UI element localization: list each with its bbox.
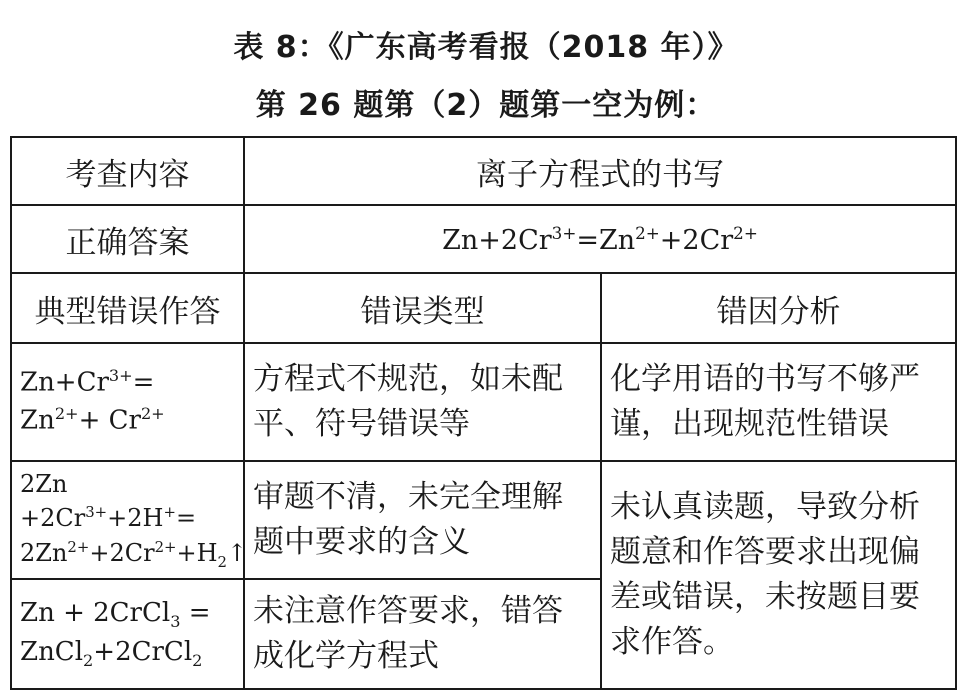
header-error-type: 错误类型: [244, 273, 601, 343]
error-analysis-text: 未认真读题，导致分析题意和作答要求出现偏差或错误，未按题目要求作答。: [601, 461, 956, 689]
error-type-text: 审题不清，未完全理解题中要求的含义: [244, 461, 601, 579]
table-header-row: [11, 273, 956, 343]
label-correct-answer: 正确答案: [11, 205, 244, 273]
value-content: 离子方程式的书写: [244, 137, 956, 205]
analysis-table: [10, 136, 957, 690]
wrong-answer-formula: Zn + 2CrCl$_3$ = ZnCl$_2$+2CrCl$_2$: [11, 579, 244, 689]
table-caption-line2: 第 26 题第（2）题第一空为例：: [255, 88, 717, 123]
label-content: 考查内容: [11, 137, 244, 205]
correct-answer-formula: $Zn+2Cr^{3+}=Zn^{2+}+2Cr^{2+}$: [244, 205, 956, 273]
table-row: [11, 461, 956, 579]
header-typical-answer: 典型错误作答: [11, 273, 244, 343]
wrong-answer-formula: $Zn+Cr^{3+}= Zn^{2+}+ Cr^{2+}$: [11, 343, 244, 461]
error-analysis-text: 化学用语的书写不够严谨，出现规范性错误: [601, 343, 956, 461]
wrong-answer-formula: $2Zn +2Cr^{3+}+2H^+=$ $2Zn^{2+}+2Cr^{2+}+H_2↑$: [11, 461, 244, 579]
table-row-content: [11, 137, 956, 205]
error-type-text: 未注意作答要求，错答成化学方程式: [244, 579, 601, 689]
table-row: [11, 343, 956, 461]
header-error-analysis: 错因分析: [601, 273, 956, 343]
table-caption-line1: 表 8：《广东高考看报（2018 年）》: [233, 30, 739, 65]
table-row-answer: [11, 205, 956, 273]
error-type-text: 方程式不规范，如未配平、符号错误等: [244, 343, 601, 461]
